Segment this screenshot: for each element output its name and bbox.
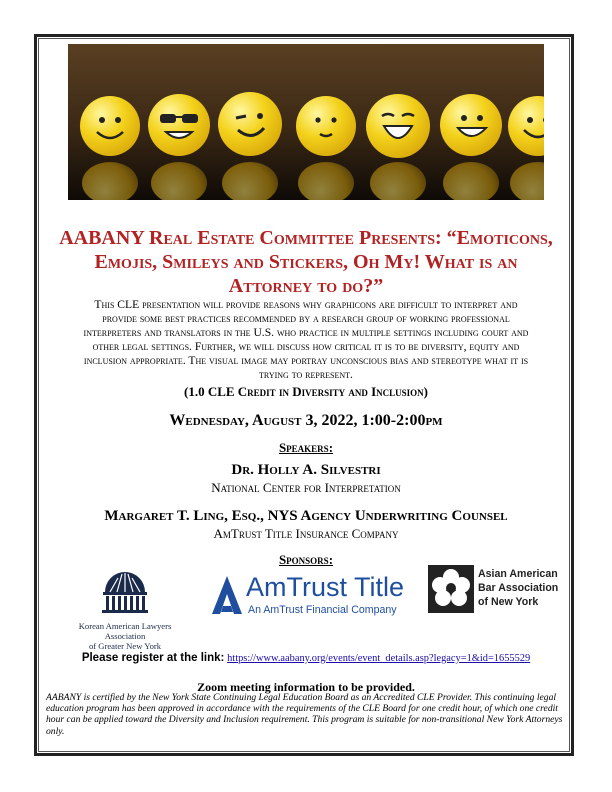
kalaa-emblem-icon bbox=[60, 564, 190, 616]
event-title-line3: Attorney to do?” bbox=[228, 275, 384, 297]
speakers-heading: Speakers: bbox=[278, 440, 334, 455]
register-line bbox=[44, 652, 568, 664]
cle-credit: (1.0 CLE Credit in Diversity and Inclusion) bbox=[183, 384, 428, 399]
emoji-balls-photo bbox=[68, 44, 544, 200]
emoji-reflection bbox=[222, 162, 278, 200]
speaker-name: Dr. Holly A. Silvestri bbox=[231, 462, 381, 478]
emoji-reflection bbox=[510, 162, 544, 200]
description-line: inclusion appropriate. The visual image may portray unconscious bias and stereotype what it is bbox=[83, 354, 529, 367]
description-line: This CLE presentation will provide reasons why graphicons are difficult to interpret and bbox=[94, 298, 518, 311]
zoom-note: Zoom meeting information to be provided. bbox=[197, 680, 415, 694]
event-title-line2: Emojis, Smileys and Stickers, Oh My! What is an bbox=[94, 251, 518, 273]
aabany-emblem-icon bbox=[428, 565, 474, 613]
emoji-reflection bbox=[82, 162, 138, 200]
emoji-ball bbox=[508, 96, 544, 156]
amtrust-tagline: An AmTrust Financial Company bbox=[248, 604, 397, 616]
emoji-ball-wink bbox=[218, 92, 282, 156]
register-link[interactable]: https://www.aabany.org/events/event_details.asp?legacy=1&id=1655529 bbox=[227, 653, 531, 664]
emoji-ball-shy bbox=[296, 96, 356, 156]
speaker-name: Margaret T. Ling, Esq., NYS Agency Underwriting Counsel bbox=[104, 508, 508, 524]
description bbox=[58, 298, 554, 382]
event-title-line1: AABANY Real Estate Committee Presents: “Emoticons, bbox=[59, 227, 553, 249]
kalaa-name-line: Korean American Lawyers Association bbox=[78, 621, 172, 641]
emoji-reflection bbox=[443, 162, 499, 200]
event-date: Wednesday, August 3, 2022, 1:00-2:00pm bbox=[169, 412, 443, 429]
amtrust-name: AmTrust Title bbox=[246, 572, 405, 602]
speaker-affiliation: AmTrust Title Insurance Company bbox=[213, 526, 399, 541]
emoji-reflection bbox=[298, 162, 354, 200]
description-line: interpreters and translators in the U.S. who practice in multiple settings including court and bbox=[83, 326, 529, 339]
kalaa-name-line: of Greater New York bbox=[88, 641, 162, 651]
register-label: Please register at the link: bbox=[81, 652, 225, 664]
aabany-name-line: of New York bbox=[478, 596, 539, 608]
description-line: trying to represent. bbox=[259, 368, 353, 381]
amtrust-logo bbox=[212, 574, 408, 620]
description-line: other legal settings. Further, we will discuss how critical it is to be diversity, equity and bbox=[92, 340, 520, 353]
aabany-logo bbox=[428, 565, 558, 615]
emoji-reflection bbox=[370, 162, 426, 200]
kalaa-logo bbox=[60, 564, 190, 651]
emoji-reflection bbox=[151, 162, 207, 200]
sponsors-heading: Sponsors: bbox=[278, 552, 334, 567]
aabany-name-line: Asian American bbox=[478, 568, 558, 580]
emoji-ball bbox=[80, 96, 140, 156]
description-line: provide some best practices recommended by a research group of working professional bbox=[102, 312, 510, 325]
aabany-name-line: Bar Association bbox=[478, 582, 559, 594]
emoji-ball-sunglasses bbox=[148, 94, 210, 156]
emoji-ball-grin bbox=[440, 94, 502, 156]
emoji-ball-laugh bbox=[366, 94, 430, 158]
speaker-affiliation: National Center for Interpretation bbox=[211, 480, 401, 495]
cle-disclaimer: AABANY is certified by the New York State Continuing Legal Education Board as an Accredited CLE Provider. This continuing legal education program has been approved in accordance with the requirements of the CLE Board for one credit hour, of which one credit hour can be applied toward the Diversity and Inclusion requirement. This program is suitable for non-transitional New York Attorneys only. bbox=[46, 692, 563, 737]
amtrust-a-icon bbox=[212, 576, 242, 616]
